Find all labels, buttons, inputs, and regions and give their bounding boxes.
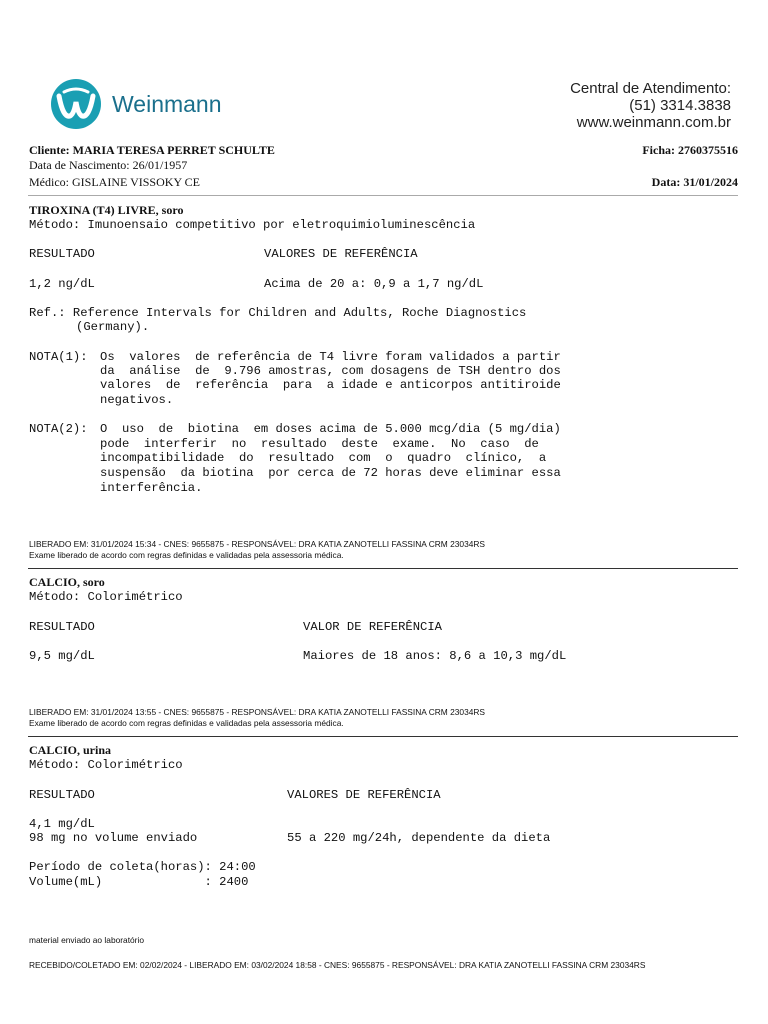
divider [28, 568, 738, 569]
exam-title: TIROXINA (T4) LIVRE, soro [29, 203, 184, 217]
weinmann-logo-icon [50, 78, 102, 130]
receipt-info: RECEBIDO/COLETADO EM: 02/02/2024 - LIBERADO EM: 03/02/2024 18:58 - CNES: 9655875 - RESPONSÁVEL: DRA KATIA ZANOTELLI FASSINA CRM 23034RS [29, 960, 646, 970]
result-value: 98 mg no volume enviado [29, 831, 198, 845]
patient-doctor: Médico: GISLAINE VISSOKY CE [29, 175, 200, 189]
exam-title: CALCIO, urina [29, 743, 112, 757]
note-label: NOTA(2): [29, 422, 88, 436]
note-line: O uso de biotina em doses acima de 5.000 mcg/dia (5 mg/dia) [100, 422, 561, 436]
reference-source-line: Ref.: Reference Intervals for Children and Adults, Roche Diagnostics [29, 306, 527, 320]
patient-birthdate: Data de Nascimento: 26/01/1957 [29, 158, 188, 172]
report-date [652, 175, 738, 190]
collection-period: Período de coleta(horas): 24:00 [29, 860, 256, 874]
note-line: incompatibilidade do resultado com o quadro clínico, a [100, 451, 547, 465]
client-name: MARIA TERESA PERRET SCHULTE [72, 143, 275, 157]
exam-method: Método: Colorimétrico [29, 758, 183, 772]
material-note: material enviado ao laboratório [29, 935, 144, 945]
release-info: LIBERADO EM: 31/01/2024 15:34 - CNES: 9655875 - RESPONSÁVEL: DRA KATIA ZANOTELLI FASSINA CRM 23034RS [29, 539, 486, 549]
note-line: Os valores de referência de T4 livre foram validados a partir [100, 350, 561, 364]
result-header: RESULTADO [29, 788, 95, 802]
result-value: 9,5 mg/dL [29, 649, 95, 663]
note-label: NOTA(1): [29, 350, 88, 364]
exam-method: Método: Colorimétrico [29, 590, 183, 604]
reference-value: Maiores de 18 anos: 8,6 a 10,3 mg/dL [303, 649, 567, 663]
reference-header: VALORES DE REFERÊNCIA [287, 788, 441, 802]
note-line: negativos. [100, 393, 174, 407]
client-label: Cliente: [29, 143, 70, 157]
date-value: 31/01/2024 [683, 175, 738, 189]
logo-text: Weinmann [112, 91, 222, 117]
note-line: pode interferir no resultado deste exame. No caso de [100, 437, 539, 451]
result-header: RESULTADO [29, 620, 95, 634]
reference-value: Acima de 20 a: 0,9 a 1,7 ng/dL [264, 277, 484, 291]
result-value: 4,1 mg/dL [29, 817, 95, 831]
ficha-value: 2760375516 [678, 143, 738, 157]
divider [28, 736, 738, 737]
note-line: da análise de 9.796 amostras, com dosagens de TSH dentro dos [100, 364, 561, 378]
result-header: RESULTADO [29, 247, 95, 261]
logo [50, 78, 230, 130]
patient-client [29, 143, 275, 158]
reference-header: VALORES DE REFERÊNCIA [264, 247, 418, 261]
ficha-label: Ficha: [642, 143, 675, 157]
collection-volume: Volume(mL) : 2400 [29, 875, 249, 889]
release-info: LIBERADO EM: 31/01/2024 13:55 - CNES: 9655875 - RESPONSÁVEL: DRA KATIA ZANOTELLI FASSINA CRM 23034RS [29, 707, 486, 717]
contact-phone: (51) 3314.3838 [629, 97, 731, 114]
note-line: valores de referência para a idade e anticorpos antitiroide [100, 378, 561, 392]
contact-block [471, 80, 731, 131]
exam-title: CALCIO, soro [29, 575, 105, 589]
release-note: Exame liberado de acordo com regras definidas e validadas pela assessoria médica. [29, 718, 344, 728]
contact-site: www.weinmann.com.br [576, 114, 731, 131]
ficha [642, 143, 738, 158]
divider [28, 195, 738, 196]
result-value: 1,2 ng/dL [29, 277, 95, 291]
reference-source-line: (Germany). [76, 320, 150, 334]
exam-method: Método: Imunoensaio competitivo por eletroquimioluminescência [29, 218, 476, 232]
reference-value: 55 a 220 mg/24h, dependente da dieta [287, 831, 551, 845]
date-label: Data: [651, 175, 681, 189]
note-line: interferência. [100, 481, 203, 495]
contact-title: Central de Atendimento: [570, 80, 731, 97]
release-note: Exame liberado de acordo com regras definidas e validadas pela assessoria médica. [29, 550, 344, 560]
reference-header: VALOR DE REFERÊNCIA [303, 620, 442, 634]
note-line: suspensão da biotina por cerca de 72 horas deve eliminar essa [100, 466, 561, 480]
